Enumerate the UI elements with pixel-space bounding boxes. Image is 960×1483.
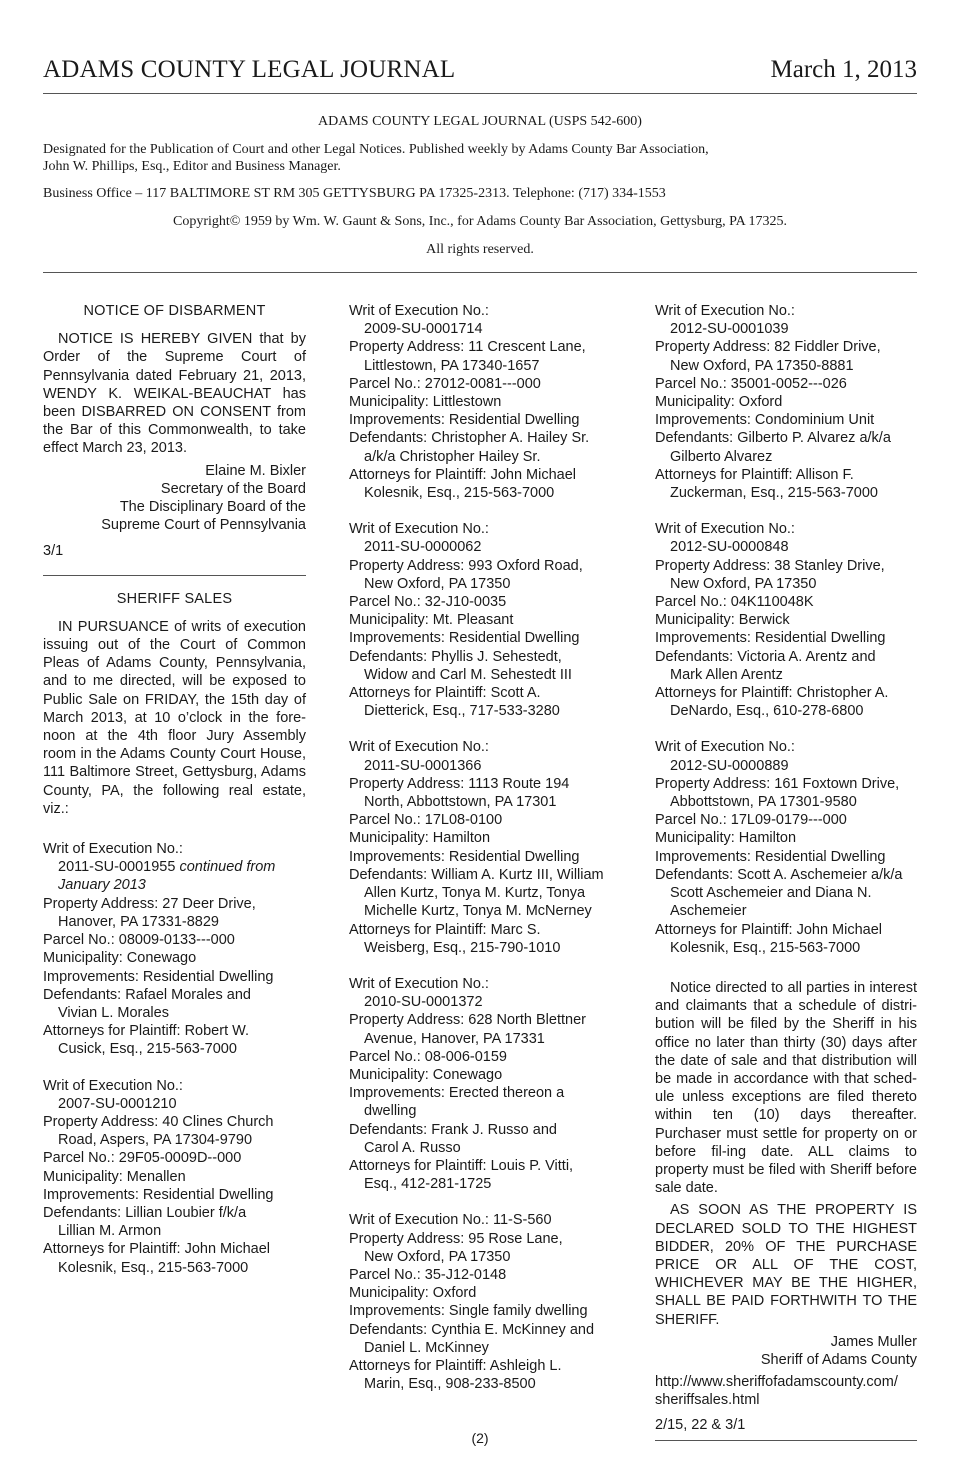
link-line-1[interactable]: http://www.sheriffofadamscounty.com/ [655, 1374, 898, 1391]
writ-line: Municipality: Conewago [349, 1066, 503, 1083]
writ-line: Property Address: 11 Crescent Lane, [349, 339, 586, 356]
writ-entry [43, 840, 306, 1058]
writ-line: Improvements: Erected thereon a [349, 1085, 565, 1102]
writ-line: Improvements: Residential Dwelling [43, 1186, 274, 1203]
writ-line: New Oxford, PA 17350 [364, 575, 511, 592]
writ-line: Kolesnik, Esq., 215-563-7000 [58, 1259, 249, 1276]
writ-entry [349, 738, 611, 956]
writ-line: Parcel No.: 29F05-0009D--000 [43, 1150, 242, 1167]
writ-line: Attorneys for Plaintiff: John Michael [43, 1241, 271, 1258]
writ-number: 2011-SU-0000062 [364, 539, 482, 556]
writ-line: Avenue, Hanover, PA 17331 [364, 1030, 545, 1047]
writ-line: a/k/a Christopher Hailey Sr. [364, 448, 541, 465]
writ-line: Improvements: Condominium Unit [655, 412, 875, 429]
payment-notice: AS SOON AS THE PROPERTY IS DECLARED SOLD TO THE HIGHEST BIDDER, 20% OF THE PURCHASE PRICE OR ALL OF THE COST, WHICHEVER MAY BE THE HIGHER, SHALL BE PAID FORTHWITH TO THE SHERIFF. [655, 1202, 917, 1328]
writ-line: Improvements: Residential Dwelling [349, 848, 580, 865]
signatory-name: Elaine M. Bixler [205, 462, 306, 479]
writ-line: Attorneys for Plaintiff: Ashleigh L. [349, 1357, 562, 1374]
writ-line: Municipality: Oxford [349, 1285, 477, 1302]
writ-line: Writ of Execution No.: [655, 739, 795, 756]
writ-line: Property Address: 82 Fiddler Drive, [655, 339, 881, 356]
signatory-org-2: Supreme Court of Pennsylvania [101, 517, 306, 534]
sheriff-name: James Muller [830, 1333, 917, 1350]
writ-line: Widow and Carl M. Sehestedt III [364, 666, 572, 683]
writ-number: 2012-SU-0000848 [670, 539, 789, 556]
writ-line: Municipality: Hamilton [349, 830, 491, 847]
writ-line: Writ of Execution No.: [655, 521, 795, 538]
writ-line: Property Address: 161 Foxtown Drive, [655, 775, 900, 792]
masthead [43, 52, 917, 92]
column-2 [349, 302, 611, 1411]
writ-line: Parcel No.: 35-J12-0148 [349, 1266, 507, 1283]
writ-line: North, Abbottstown, PA 17301 [364, 794, 557, 811]
writ-line: Mark Allen Arentz [670, 666, 783, 683]
writ-line: Improvements: Residential Dwelling [43, 968, 274, 985]
writ-line: Property Address: 38 Stanley Drive, [655, 557, 885, 574]
writ-line: Municipality: Oxford [655, 394, 783, 411]
distribution-notice: Notice directed to all parties in interest and claimants that a schedule of distri-bution will be filed by the Sheriff in his office no later than thirty (30) days after the date of sale and that distribution will be made in accordance with that sched-ule unless exceptions are filed thereto within ten (10) days thereafter. Purchaser must settle for property on or before fil-ing date. ALL claims to property must be filed with Sheriff before sale date. [655, 979, 917, 1197]
link-line-2[interactable]: sheriffsales.html [655, 1392, 760, 1409]
writ-line: Littlestown, PA 17340-1657 [364, 357, 540, 374]
writ-line: Road, Aspers, PA 17304-9790 [58, 1132, 253, 1149]
writ-line: Municipality: Littlestown [349, 394, 502, 411]
writ-line: Defendants: Phyllis J. Sehestedt, [349, 648, 562, 665]
writ-line: Writ of Execution No.: [43, 841, 183, 858]
writ-line: Defendants: Victoria A. Arentz and [655, 648, 876, 665]
writ-entry [655, 738, 917, 956]
writ-line: Improvements: Residential Dwelling [349, 630, 580, 647]
writ-line: Parcel No.: 17L08-0100 [349, 812, 503, 829]
sheriff-sales-intro: IN PURSUANCE of writs of execution issuing out of the Court of Common Pleas of Adams County, Pennsylvania, and to me directed, will be exposed to Public Sale on FRIDAY, the 15th day of March 2013, at 10 o’clock in the fore-noon at the 4th floor Jury Assembly room in the Adams County Court House, 111 Baltimore Street, Gettysburg, Adams County, PA, the following real estate, viz.: [43, 618, 306, 817]
writ-line: Abbottstown, PA 17301-9580 [670, 794, 857, 811]
publication-title-line: ADAMS COUNTY LEGAL JOURNAL (USPS 542-600) [318, 114, 642, 129]
writ-line: Writ of Execution No.: 11-S-560 [349, 1212, 552, 1229]
writ-line: Improvements: Residential Dwelling [655, 630, 886, 647]
disbarment-signature [43, 462, 306, 535]
publication-designation [43, 141, 917, 175]
writ-line: Writ of Execution No.: [43, 1077, 183, 1094]
disbarment-date: 3/1 [43, 543, 64, 560]
masthead-divider [43, 93, 917, 94]
writ-line: Carol A. Russo [364, 1139, 461, 1156]
writ-line: Parcel No.: 27012-0081---000 [349, 375, 541, 392]
writ-line: Municipality: Menallen [43, 1168, 186, 1185]
info-divider [43, 272, 917, 273]
writ-entry [43, 1077, 306, 1277]
writ-line: Attorneys for Plaintiff: Marc S. [349, 921, 541, 938]
designation-line-2: John W. Phillips, Esq., Editor and Business Manager. [43, 159, 341, 174]
writ-line: Defendants: Cynthia E. McKinney and [349, 1321, 595, 1338]
writ-line: DeNardo, Esq., 610-278-6800 [670, 703, 864, 720]
writ-line: Defendants: Christopher A. Hailey Sr. [349, 430, 590, 447]
writ-line: Attorneys for Plaintiff: John Michael [655, 921, 883, 938]
writ-line: Defendants: Frank J. Russo and [349, 1121, 557, 1138]
writ-entry [655, 520, 917, 720]
writ-line: Parcel No.: 17L09-0179---000 [655, 812, 847, 829]
writ-line: Zuckerman, Esq., 215-563-7000 [670, 485, 878, 502]
continued-note: continued from [175, 859, 276, 876]
writ-line: New Oxford, PA 17350-8881 [670, 357, 854, 374]
writ-line: Parcel No.: 08009-0133---000 [43, 932, 235, 949]
writ-number: 2012-SU-0000889 [670, 757, 789, 774]
writ-line: Defendants: William A. Kurtz III, William [349, 866, 604, 883]
signatory-org-1: The Disciplinary Board of the [119, 499, 306, 516]
copyright-line: Copyright© 1959 by Wm. W. Gaunt & Sons, Inc., for Adams County Bar Association, Gettysburg, PA 17325. [173, 214, 787, 229]
writ-line: Kolesnik, Esq., 215-563-7000 [364, 485, 555, 502]
journal-title: ADAMS COUNTY LEGAL JOURNAL [43, 56, 456, 83]
column-3 [655, 302, 917, 1455]
writ-number: 2007-SU-0001210 [58, 1095, 177, 1112]
section-divider [43, 575, 306, 576]
writ-line: Writ of Execution No.: [349, 975, 489, 992]
publication-dates: 2/15, 22 & 3/1 [655, 1416, 746, 1433]
writ-line: Defendants: Rafael Morales and [43, 986, 251, 1003]
writ-number: 2012-SU-0001039 [670, 321, 789, 338]
sheriff-title: Sheriff of Adams County [760, 1351, 917, 1368]
disbarment-heading: NOTICE OF DISBARMENT [83, 303, 266, 319]
writ-number: 2010-SU-0001372 [364, 994, 483, 1011]
writ-line: Parcel No.: 08-006-0159 [349, 1048, 507, 1065]
business-office-line: Business Office – 117 BALTIMORE ST RM 305 GETTYSBURG PA 17325-2313. Telephone: (717) 334-1553 [43, 186, 666, 201]
writ-line: Property Address: 95 Rose Lane, [349, 1230, 563, 1247]
writ-line: Parcel No.: 04K110048K [655, 594, 814, 611]
signatory-title: Secretary of the Board [160, 480, 306, 497]
writ-line: Municipality: Berwick [655, 612, 790, 629]
column-1 [43, 302, 306, 1295]
writ-line: Property Address: 1113 Route 194 [349, 775, 570, 792]
writ-entry [349, 1211, 611, 1393]
writ-line: Property Address: 40 Clines Church [43, 1113, 274, 1130]
writ-line [58, 858, 306, 876]
writ-line: Defendants: Gilberto P. Alvarez a/k/a [655, 430, 891, 447]
sheriff-signature [655, 1333, 917, 1369]
issue-date: March 1, 2013 [770, 56, 917, 83]
disbarment-body: NOTICE IS HEREBY GIVEN that by Order of the Supreme Court of Pennsylvania dated February 21, 2013, WENDY K. WEIKAL-BEAUCHAT has been DISBARRED ON CONSENT from the Bar of this Commonwealth, to take effect March 23, 2013. [43, 331, 306, 457]
writ-line: Cusick, Esq., 215-563-7000 [58, 1041, 237, 1058]
writ-line: Michelle Kurtz, Tonya M. McNerney [364, 903, 592, 920]
writ-line: Writ of Execution No.: [349, 303, 489, 319]
writ-line: Defendants: Scott A. Aschemeier a/k/a [655, 866, 903, 883]
writ-line: Scott Aschemeier and Diana N. [670, 885, 872, 902]
writ-line: Improvements: Residential Dwelling [349, 412, 580, 429]
writ-line: Allen Kurtz, Tonya M. Kurtz, Tonya [364, 885, 586, 902]
writ-line: Attorneys for Plaintiff: Robert W. [43, 1023, 250, 1040]
sheriff-sales-heading: SHERIFF SALES [116, 590, 233, 607]
writ-number: 2009-SU-0001714 [364, 321, 483, 338]
writ-number: 2011-SU-0001366 [364, 757, 482, 774]
writ-line: Aschemeier [670, 903, 747, 920]
writ-line: Parcel No.: 32-J10-0035 [349, 594, 507, 611]
writ-line: Dietterick, Esq., 717-533-3280 [364, 703, 560, 720]
sheriff-sales-link[interactable] [655, 1373, 917, 1409]
writ-line: Improvements: Residential Dwelling [655, 848, 886, 865]
writ-line: New Oxford, PA 17350 [364, 1248, 511, 1265]
rights-line: All rights reserved. [426, 242, 534, 257]
writ-line: Attorneys for Plaintiff: Christopher A. [655, 685, 889, 702]
writ-line: Lillian M. Armon [58, 1223, 162, 1240]
writ-line: Marin, Esq., 908-233-8500 [364, 1376, 536, 1393]
writ-entry [655, 302, 917, 502]
writ-line: Property Address: 628 North Blettner [349, 1012, 586, 1029]
writ-line: Hanover, PA 17331-8829 [58, 913, 219, 930]
writ-line: Defendants: Lillian Loubier f/k/a [43, 1204, 247, 1221]
writ-line: Parcel No.: 35001-0052---026 [655, 375, 847, 392]
writ-line: Writ of Execution No.: [655, 303, 795, 319]
page-number: (2) [471, 1430, 489, 1446]
writ-entry [349, 302, 611, 502]
writ-line: January 2013 [58, 877, 146, 894]
writ-line: Attorneys for Plaintiff: John Michael [349, 466, 577, 483]
writ-line: Esq., 412-281-1725 [364, 1176, 492, 1193]
writ-entry [349, 975, 611, 1193]
writ-line: Attorneys for Plaintiff: Louis P. Vitti, [349, 1157, 574, 1174]
writ-line: Municipality: Conewago [43, 950, 197, 967]
writ-line: Writ of Execution No.: [349, 739, 489, 756]
writ-line: Improvements: Single family dwelling [349, 1303, 588, 1320]
writ-line: Daniel L. McKinney [364, 1339, 489, 1356]
writ-line: Municipality: Mt. Pleasant [349, 612, 514, 629]
writ-line: Attorneys for Plaintiff: Scott A. [349, 685, 541, 702]
writ-number: 2011-SU-0001955 [58, 859, 176, 876]
writ-line: Kolesnik, Esq., 215-563-7000 [670, 939, 861, 956]
writ-line: Municipality: Hamilton [655, 830, 797, 847]
writ-line: Attorneys for Plaintiff: Allison F. [655, 466, 854, 483]
writ-line: dwelling [364, 1103, 417, 1120]
writ-line: Property Address: 27 Deer Drive, [43, 895, 256, 912]
writ-line: Property Address: 993 Oxford Road, [349, 557, 583, 574]
writ-line: Weisberg, Esq., 215-790-1010 [364, 939, 561, 956]
writ-line: Writ of Execution No.: [349, 521, 489, 538]
writ-entry [349, 520, 611, 720]
writ-line: Vivian L. Morales [58, 1004, 169, 1021]
writ-line: New Oxford, PA 17350 [670, 575, 817, 592]
writ-line: Gilberto Alvarez [670, 448, 773, 465]
designation-line-1: Designated for the Publication of Court and other Legal Notices. Published weekly by Adams County Bar Association, [43, 142, 709, 157]
